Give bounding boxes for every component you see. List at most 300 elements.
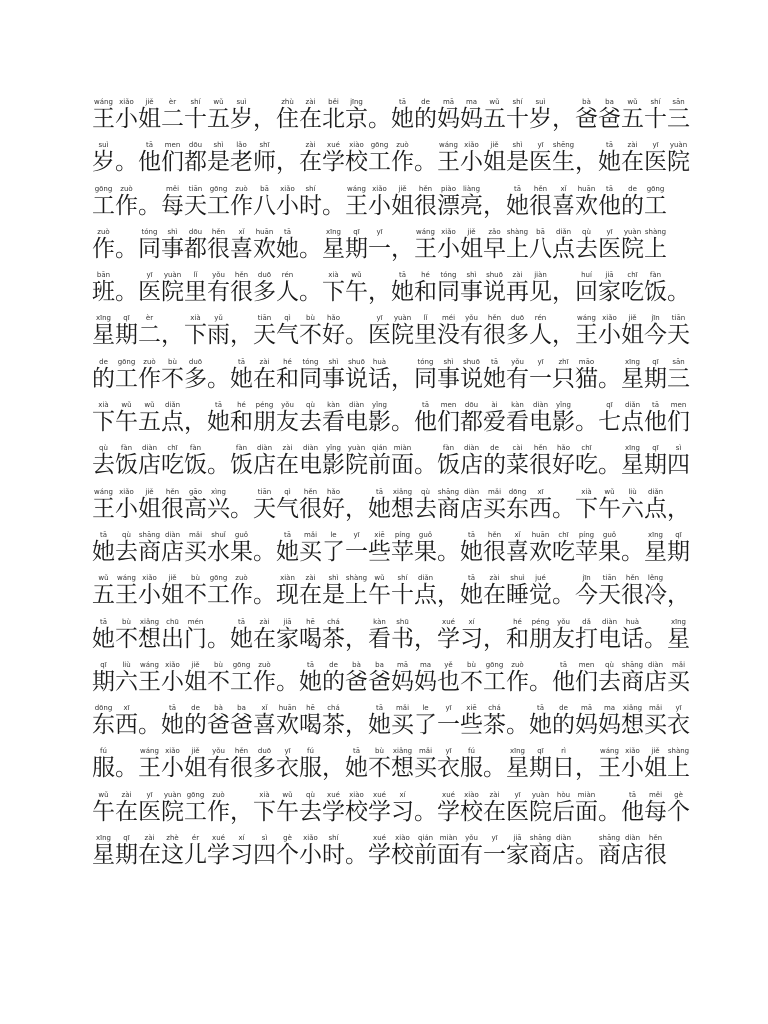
hanzi-character: 十shí: [184, 98, 207, 132]
pinyin-annotation: chī: [552, 530, 575, 539]
hanzi-character: 院yuàn: [161, 271, 184, 306]
hanzi-character: 工gōng: [207, 184, 230, 219]
hanzi-character: 六liù: [621, 487, 644, 522]
pinyin-annotation: shū: [391, 617, 414, 626]
hanzi-character: 好hǎo: [322, 314, 345, 349]
hanzi-character: 作zuò: [115, 184, 138, 219]
pinyin-annotation: bù: [299, 314, 322, 323]
hanzi-character: 工gōng: [644, 184, 667, 219]
hanzi-character: 去qù: [414, 487, 437, 522]
pinyin-annotation: hòu: [552, 790, 575, 799]
text-line: [92, 314, 690, 357]
hanzi-character: 今jīn: [644, 314, 667, 349]
hanzi-character: 岁suì: [92, 141, 115, 176]
pinyin-annotation: le: [322, 530, 345, 539]
pinyin-annotation: hǎo: [322, 314, 345, 323]
hanzi-character: 多duō: [184, 357, 207, 392]
hanzi-character: 小xiǎo: [138, 574, 161, 609]
hanzi-character: 习xí: [391, 790, 414, 825]
pinyin-annotation: zuò: [506, 660, 529, 669]
pinyin-annotation: qù: [575, 227, 598, 236]
pinyin-annotation: píng: [575, 530, 598, 539]
hanzi-character: 同tóng: [414, 357, 437, 392]
pinyin-annotation: jiě: [460, 227, 483, 236]
hanzi-character: 作zuò: [253, 660, 276, 695]
hanzi-character: 买mǎi: [299, 530, 322, 565]
pinyin-annotation: shí: [299, 184, 322, 193]
hanzi-character: 生shēng: [552, 141, 575, 176]
pinyin-annotation: qián: [414, 834, 437, 843]
hanzi-character: 衣yī: [437, 747, 460, 782]
pinyin-annotation: ma: [460, 98, 483, 106]
hanzi-character: 友yǒu: [276, 401, 299, 436]
hanzi-character: 她tā: [598, 141, 621, 176]
pinyin-annotation: diàn: [460, 487, 483, 496]
hanzi-character: 门mén: [184, 617, 207, 652]
pinyin-annotation: xí: [391, 790, 414, 799]
pinyin-annotation: jiě: [161, 574, 184, 583]
hanzi-character: 他tā: [414, 401, 437, 436]
pinyin-reading-passage: [92, 98, 690, 877]
hanzi-character: ，: [575, 149, 598, 176]
hanzi-character: 点diǎn: [161, 401, 184, 436]
pinyin-annotation: wǔ: [276, 790, 299, 799]
hanzi-character: 这zhè: [161, 834, 184, 869]
hanzi-character: 些xiē: [460, 704, 483, 739]
hanzi-character: 买mǎi: [483, 487, 506, 522]
pinyin-annotation: suì: [92, 141, 115, 150]
hanzi-character: 她tā: [391, 98, 414, 132]
hanzi-character: 在zài: [138, 834, 161, 869]
pinyin-annotation: yǒu: [460, 834, 483, 843]
hanzi-character: 有yǒu: [460, 314, 483, 349]
pinyin-annotation: diàn: [621, 834, 644, 843]
hanzi-character: 电diàn: [598, 617, 621, 652]
hanzi-character: 她tā: [460, 574, 483, 609]
hanzi-character: 校xiào: [391, 834, 414, 869]
pinyin-annotation: gōng: [644, 184, 667, 193]
pinyin-annotation: ér: [184, 834, 207, 843]
pinyin-annotation: tā: [92, 617, 115, 626]
pinyin-annotation: dōng: [506, 487, 529, 496]
hanzi-character: 作zuò: [230, 574, 253, 609]
hanzi-character: 。: [529, 668, 552, 695]
hanzi-character: 。: [644, 625, 667, 652]
text-line: [92, 444, 690, 487]
hanzi-character: 姐jiě: [184, 747, 207, 782]
pinyin-annotation: hé: [414, 271, 437, 280]
hanzi-character: 工gōng: [368, 141, 391, 176]
hanzi-character: 每měi: [644, 790, 667, 825]
pinyin-annotation: shāng: [529, 834, 552, 843]
pinyin-annotation: tā: [230, 357, 253, 366]
hanzi-character: 喜xǐ: [253, 704, 276, 739]
hanzi-character: 去qù: [299, 401, 322, 436]
hanzi-character: 时shí: [299, 184, 322, 219]
pinyin-annotation: xīng: [644, 530, 667, 539]
hanzi-character: ，: [345, 625, 368, 652]
hanzi-character: 五wǔ: [92, 574, 115, 609]
pinyin-annotation: yǔ: [207, 314, 230, 323]
pinyin-annotation: shì: [322, 357, 345, 366]
pinyin-annotation: tā: [483, 357, 506, 366]
pinyin-annotation: yǐng: [368, 401, 391, 410]
hanzi-character: 王wáng: [115, 574, 138, 609]
text-line: [92, 141, 690, 184]
pinyin-annotation: shí: [506, 98, 529, 106]
pinyin-annotation: zài: [253, 617, 276, 626]
pinyin-annotation: tā: [598, 141, 621, 150]
hanzi-character: ，: [161, 322, 184, 349]
hanzi-character: 妈mā: [575, 704, 598, 739]
pinyin-annotation: gōng: [230, 660, 253, 669]
pinyin-annotation: tiān: [184, 184, 207, 193]
pinyin-annotation: yī: [368, 227, 391, 236]
hanzi-character: 饭fàn: [437, 444, 460, 479]
hanzi-character: 校xiào: [460, 790, 483, 825]
hanzi-character: 爱ài: [483, 401, 506, 436]
hanzi-character: 北běi: [322, 98, 345, 132]
hanzi-character: 前qián: [414, 834, 437, 869]
hanzi-character: 下xià: [253, 790, 276, 825]
hanzi-character: 很hěn: [414, 184, 437, 219]
hanzi-character: 不bù: [368, 747, 391, 782]
pinyin-annotation: tóng: [437, 271, 460, 280]
hanzi-character: 去qù: [598, 660, 621, 695]
hanzi-character: ，: [345, 712, 368, 739]
pinyin-annotation: wáng: [345, 184, 368, 193]
hanzi-character: 不bù: [207, 660, 230, 695]
pinyin-annotation: xǐ: [552, 184, 575, 193]
pinyin-annotation: měi: [161, 184, 184, 193]
hanzi-character: 学xué: [437, 790, 460, 825]
hanzi-character: 高gāo: [184, 487, 207, 522]
pinyin-annotation: diàn: [299, 444, 322, 453]
pinyin-annotation: tā: [276, 530, 299, 539]
hanzi-character: 气qì: [276, 314, 299, 349]
hanzi-character: 买mǎi: [414, 747, 437, 782]
pinyin-annotation: liàng: [460, 184, 483, 193]
hanzi-character: 她tā: [529, 704, 552, 739]
pinyin-annotation: zuò: [207, 790, 230, 799]
hanzi-character: 话huà: [621, 617, 644, 652]
pinyin-annotation: hěn: [161, 487, 184, 496]
pinyin-annotation: duō: [184, 357, 207, 366]
hanzi-character: 学xué: [322, 141, 345, 176]
hanzi-character: 期qī: [644, 357, 667, 392]
hanzi-character: 医yī: [138, 271, 161, 306]
pinyin-annotation: hěn: [483, 530, 506, 539]
pinyin-annotation: huān: [276, 704, 299, 713]
pinyin-annotation: zuò: [115, 184, 138, 193]
hanzi-character: 的de: [552, 704, 575, 739]
hanzi-character: 她tā: [276, 227, 299, 262]
hanzi-character: 工gōng: [207, 574, 230, 609]
hanzi-character: 。: [575, 409, 598, 436]
pinyin-annotation: tā: [161, 704, 184, 713]
hanzi-character: 院yuàn: [621, 227, 644, 262]
pinyin-annotation: sān: [667, 357, 690, 366]
pinyin-annotation: qī: [644, 357, 667, 366]
hanzi-character: 是shì: [506, 141, 529, 176]
pinyin-annotation: gōng: [92, 184, 115, 193]
pinyin-annotation: mǎi: [391, 704, 414, 713]
pinyin-annotation: miàn: [391, 444, 414, 453]
hanzi-character: 朋péng: [529, 617, 552, 652]
pinyin-annotation: zuò: [138, 357, 161, 366]
hanzi-character: 他tā: [552, 660, 575, 695]
hanzi-character: 儿ér: [184, 834, 207, 869]
hanzi-character: 西xī: [529, 487, 552, 522]
hanzi-character: 。: [414, 798, 437, 825]
pinyin-annotation: wáng: [138, 747, 161, 756]
pinyin-annotation: diǎn: [644, 487, 667, 496]
hanzi-character: 午wǔ: [345, 271, 368, 306]
pinyin-annotation: xī: [529, 487, 552, 496]
hanzi-character: 事shì: [460, 271, 483, 306]
pinyin-annotation: men: [437, 401, 460, 410]
pinyin-annotation: tā: [598, 184, 621, 193]
hanzi-character: 个gè: [276, 834, 299, 869]
pinyin-annotation: hěn: [529, 444, 552, 453]
text-line: [92, 790, 690, 834]
hanzi-character: 只zhī: [552, 357, 575, 392]
pinyin-annotation: yī: [529, 141, 552, 150]
hanzi-character: 期qī: [644, 444, 667, 479]
hanzi-character: 说shuō: [460, 357, 483, 392]
pinyin-annotation: péng: [529, 617, 552, 626]
pinyin-annotation: xiǎo: [115, 487, 138, 496]
hanzi-character: 气qì: [276, 487, 299, 522]
hanzi-character: 院yuàn: [161, 790, 184, 825]
pinyin-annotation: bà: [207, 704, 230, 713]
hanzi-character: 菜cài: [506, 444, 529, 479]
hanzi-character: ，: [483, 625, 506, 652]
pinyin-annotation: miàn: [575, 790, 598, 799]
hanzi-character: 喝hē: [299, 617, 322, 652]
hanzi-character: 很hěn: [529, 444, 552, 479]
pinyin-annotation: fú: [92, 747, 115, 756]
pinyin-annotation: kàn: [368, 617, 391, 626]
pinyin-annotation: zài: [138, 834, 161, 843]
pinyin-annotation: tā: [368, 487, 391, 496]
hanzi-character: 五wǔ: [483, 98, 506, 132]
hanzi-character: 商shāng: [437, 487, 460, 522]
hanzi-character: 买mǎi: [644, 704, 667, 739]
pinyin-annotation: měi: [644, 790, 667, 799]
hanzi-character: 。: [437, 538, 460, 565]
pinyin-annotation: wǔ: [207, 98, 230, 106]
hanzi-character: 店diàn: [460, 487, 483, 522]
hanzi-character: 二èr: [138, 314, 161, 349]
hanzi-character: 医yī: [506, 790, 529, 825]
hanzi-character: 姐jiě: [161, 574, 184, 609]
pinyin-annotation: xiào: [391, 834, 414, 843]
pinyin-annotation: zhī: [552, 357, 575, 366]
hanzi-character: 在zài: [299, 574, 322, 609]
text-line: [92, 228, 684, 271]
pinyin-annotation: xiǎo: [299, 834, 322, 843]
pinyin-annotation: xiǎo: [368, 184, 391, 193]
pinyin-annotation: tā: [460, 530, 483, 539]
pinyin-annotation: jiā: [598, 271, 621, 280]
hanzi-character: 他tā: [621, 790, 644, 825]
pinyin-annotation: shí: [184, 98, 207, 106]
pinyin-annotation: bā: [253, 184, 276, 193]
pinyin-annotation: diǎn: [621, 401, 644, 410]
pinyin-annotation: yuàn: [161, 790, 184, 799]
pinyin-annotation: men: [161, 141, 184, 150]
hanzi-character: 都dōu: [460, 401, 483, 436]
pinyin-annotation: shuō: [483, 271, 506, 280]
hanzi-character: 衣yī: [276, 747, 299, 782]
hanzi-character: 期qī: [667, 530, 690, 565]
hanzi-character: 一yī: [529, 357, 552, 392]
pinyin-annotation: xí: [460, 617, 483, 626]
hanzi-character: 她tā: [460, 530, 483, 565]
pinyin-annotation: xiǎng: [621, 704, 644, 713]
hanzi-character: 十shí: [644, 98, 667, 132]
hanzi-character: 店diàn: [161, 530, 184, 565]
hanzi-character: 的de: [621, 184, 644, 219]
hanzi-character: 面miàn: [575, 790, 598, 825]
hanzi-character: 王wáng: [598, 747, 621, 782]
hanzi-character: 爸bà: [345, 660, 368, 695]
hanzi-character: 她tā: [92, 530, 115, 565]
pinyin-annotation: zài: [276, 444, 299, 453]
hanzi-character: 在zài: [253, 357, 276, 392]
pinyin-annotation: yī: [644, 141, 667, 150]
hanzi-character: 。: [322, 192, 345, 219]
pinyin-annotation: yǒu: [460, 314, 483, 323]
pinyin-annotation: xiǎng: [391, 487, 414, 496]
pinyin-annotation: jiě: [184, 747, 207, 756]
pinyin-annotation: shuō: [460, 357, 483, 366]
pinyin-annotation: yī: [506, 790, 529, 799]
hanzi-character: 爸ba: [368, 660, 391, 695]
pinyin-annotation: lǐ: [184, 271, 207, 280]
hanzi-character: 想xiǎng: [391, 747, 414, 782]
pinyin-annotation: fàn: [230, 444, 253, 453]
hanzi-character: 果guǒ: [414, 530, 437, 565]
pinyin-annotation: gōng: [115, 357, 138, 366]
pinyin-annotation: de: [184, 704, 207, 713]
pinyin-annotation: píng: [391, 530, 414, 539]
hanzi-character: 她tā: [345, 747, 368, 782]
pinyin-annotation: hé: [230, 401, 253, 410]
pinyin-annotation: yě: [437, 660, 460, 669]
hanzi-character: 一yī: [368, 227, 391, 262]
pinyin-annotation: sān: [667, 98, 690, 106]
hanzi-character: 她tā: [483, 357, 506, 392]
hanzi-character: 午wǔ: [92, 790, 115, 825]
hanzi-character: 买mǎi: [391, 704, 414, 739]
hanzi-character: 。: [207, 625, 230, 652]
pinyin-annotation: tā: [207, 401, 230, 410]
pinyin-annotation: chá: [322, 617, 345, 626]
pinyin-annotation: ài: [483, 401, 506, 410]
hanzi-character: 。: [115, 235, 138, 262]
hanzi-character: 姐jiě: [138, 487, 161, 522]
hanzi-character: 面miàn: [437, 834, 460, 869]
hanzi-character: 作zuò: [506, 660, 529, 695]
pinyin-annotation: ba: [598, 98, 621, 106]
hanzi-character: 欢huān: [575, 184, 598, 219]
pinyin-annotation: dōu: [184, 227, 207, 236]
hanzi-character: 东dōng: [506, 487, 529, 522]
hanzi-character: 好hǎo: [322, 487, 345, 522]
hanzi-character: 。: [483, 755, 506, 782]
pinyin-annotation: suì: [529, 98, 552, 106]
hanzi-character: 后hòu: [552, 790, 575, 825]
hanzi-character: 人rén: [529, 314, 552, 349]
hanzi-character: 点diǎn: [644, 487, 667, 522]
hanzi-character: 都dōu: [184, 227, 207, 262]
hanzi-character: 小xiǎo: [161, 747, 184, 782]
hanzi-character: 欢huān: [529, 530, 552, 565]
hanzi-character: 吃chī: [552, 530, 575, 565]
hanzi-character: 妈ma: [598, 704, 621, 739]
pinyin-annotation: xué: [368, 790, 391, 799]
pinyin-annotation: rén: [529, 314, 552, 323]
hanzi-character: 上shàng: [667, 747, 690, 782]
hanzi-character: 姐jiě: [184, 660, 207, 695]
pinyin-annotation: xué: [322, 141, 345, 150]
pinyin-annotation: yuàn: [529, 790, 552, 799]
hanzi-character: 不bù: [115, 617, 138, 652]
hanzi-character: 的de: [92, 357, 115, 392]
pinyin-annotation: zài: [253, 357, 276, 366]
pinyin-annotation: liù: [621, 487, 644, 496]
hanzi-character: 今jīn: [575, 574, 598, 609]
pinyin-annotation: bā: [529, 227, 552, 236]
pinyin-annotation: jiě: [483, 141, 506, 150]
hanzi-character: 影yǐng: [322, 444, 345, 479]
pinyin-annotation: fàn: [115, 444, 138, 453]
pinyin-annotation: shàng: [644, 227, 667, 236]
hanzi-character: 苹píng: [575, 530, 598, 565]
pinyin-annotation: zǎo: [483, 227, 506, 236]
hanzi-character: 在zài: [299, 141, 322, 176]
hanzi-character: 七qī: [598, 401, 621, 436]
hanzi-character: 工gōng: [230, 660, 253, 695]
pinyin-annotation: yuàn: [621, 227, 644, 236]
pinyin-annotation: diàn: [138, 444, 161, 453]
pinyin-annotation: yī: [345, 530, 368, 539]
pinyin-annotation: hěn: [299, 487, 322, 496]
hanzi-character: 家jiā: [506, 834, 529, 869]
hanzi-character: 很hěn: [529, 184, 552, 219]
hanzi-character: 。: [276, 668, 299, 695]
pinyin-annotation: zài: [115, 790, 138, 799]
pinyin-annotation: tiān: [667, 314, 690, 323]
hanzi-character: 院yuàn: [667, 141, 690, 176]
pinyin-annotation: mā: [437, 98, 460, 106]
pinyin-annotation: hěn: [230, 271, 253, 280]
pinyin-annotation: jīn: [644, 314, 667, 323]
hanzi-character: 妈ma: [460, 98, 483, 132]
pinyin-annotation: ba: [230, 704, 253, 713]
pinyin-annotation: gōng: [207, 184, 230, 193]
hanzi-character: 有yǒu: [460, 834, 483, 869]
hanzi-character: 们men: [667, 401, 690, 436]
pinyin-annotation: shì: [161, 227, 184, 236]
hanzi-character: 和hé: [414, 271, 437, 306]
hanzi-character: 八bā: [253, 184, 276, 219]
hanzi-character: 都dōu: [184, 141, 207, 176]
hanzi-character: 医yī: [138, 790, 161, 825]
pinyin-annotation: gōng: [483, 660, 506, 669]
